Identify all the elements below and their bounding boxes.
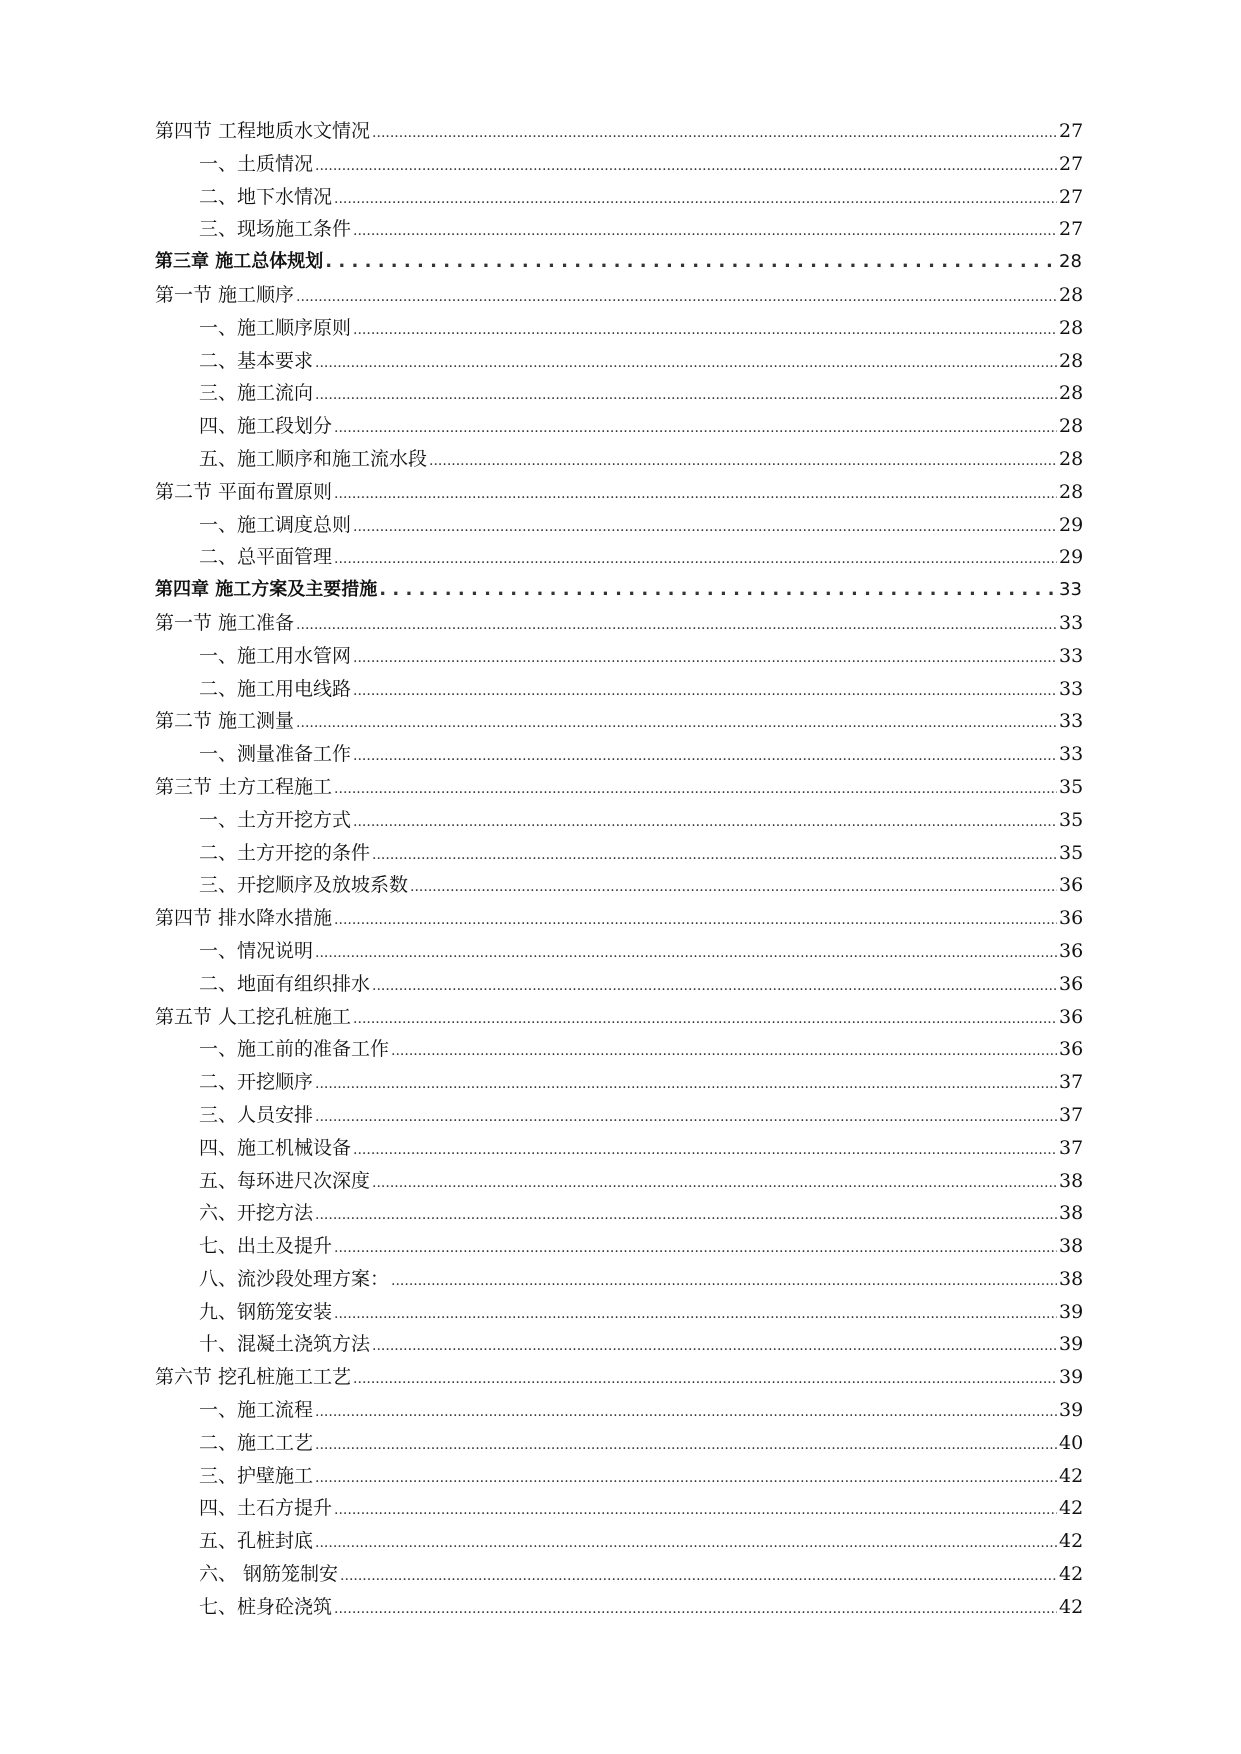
dot-leader — [315, 937, 1057, 970]
toc-entry-page-number: 28 — [1059, 349, 1084, 372]
toc-item-entry[interactable] — [155, 1427, 1085, 1460]
toc-entry-title: 二、施工用电线路 — [199, 677, 352, 700]
toc-section-entry[interactable] — [155, 476, 1085, 509]
toc-entry-title: 第一节 施工准备 — [155, 611, 295, 634]
toc-entry-title: 七、桩身砼浇筑 — [199, 1595, 333, 1618]
toc-item-entry[interactable] — [155, 148, 1085, 181]
dot-leader — [372, 1167, 1057, 1200]
toc-section-entry[interactable] — [155, 607, 1085, 640]
toc-entry-page-number: 38 — [1059, 1235, 1084, 1258]
dot-leader — [315, 379, 1057, 412]
toc-entry-page-number: 39 — [1059, 1366, 1084, 1389]
toc-item-entry[interactable] — [155, 1296, 1085, 1329]
toc-entry-page-number: 33 — [1059, 579, 1082, 601]
toc-entry-title: 一、测量准备工作 — [199, 743, 352, 766]
toc-entry-page-number: 42 — [1059, 1563, 1084, 1586]
toc-item-entry[interactable] — [155, 345, 1085, 378]
dot-leader — [315, 1462, 1057, 1495]
toc-entry-title: 三、现场施工条件 — [199, 218, 352, 241]
dot-leader — [334, 773, 1057, 806]
toc-entry-page-number: 28 — [1059, 251, 1082, 273]
toc-entry-page-number: 42 — [1059, 1497, 1084, 1520]
toc-entry-title: 一、施工调度总则 — [199, 513, 352, 536]
toc-entry-page-number: 38 — [1059, 1267, 1084, 1290]
toc-entry-title: 二、地面有组织排水 — [199, 972, 371, 995]
dot-leader — [353, 1003, 1057, 1036]
toc-entry-page-number: 35 — [1059, 808, 1084, 831]
toc-item-entry[interactable] — [155, 1460, 1085, 1493]
dot-leader — [353, 1134, 1057, 1167]
dot-leader — [296, 281, 1057, 314]
toc-entry-page-number: 35 — [1059, 775, 1084, 798]
dot-leader — [315, 1101, 1057, 1134]
toc-entry-page-number: 38 — [1059, 1202, 1084, 1225]
toc-item-entry[interactable] — [155, 869, 1085, 902]
toc-entry-title: 六、开挖方法 — [199, 1202, 314, 1225]
toc-entry-page-number: 37 — [1059, 1103, 1084, 1126]
toc-entry-page-number: 42 — [1059, 1530, 1084, 1553]
toc-entry-page-number: 29 — [1059, 546, 1084, 569]
toc-entry-page-number: 33 — [1059, 677, 1084, 700]
toc-item-entry[interactable] — [155, 541, 1085, 574]
toc-entry-title: 二、总平面管理 — [199, 546, 333, 569]
dot-leader — [315, 1429, 1057, 1462]
dot-leader — [353, 642, 1057, 675]
dot-leader — [334, 183, 1057, 216]
toc-item-entry[interactable] — [155, 1197, 1085, 1230]
toc-item-entry[interactable] — [155, 1230, 1085, 1263]
toc-entry-page-number: 36 — [1059, 972, 1084, 995]
dot-leader — [334, 478, 1057, 511]
toc-entry-page-number: 28 — [1059, 316, 1084, 339]
dot-leader — [372, 839, 1057, 872]
toc-entry-page-number: 38 — [1059, 1169, 1084, 1192]
toc-entry-title: 六、 钢筋笼制安 — [199, 1563, 339, 1586]
toc-chapter-entry[interactable] — [155, 246, 1085, 279]
dot-leader — [353, 215, 1057, 248]
dot-leader — [334, 904, 1057, 937]
toc-entry-title: 三、开挖顺序及放坡系数 — [199, 874, 409, 897]
toc-entry-page-number: 27 — [1059, 120, 1084, 142]
dot-leader — [315, 347, 1057, 380]
toc-item-entry[interactable] — [155, 837, 1085, 870]
toc-section-entry[interactable] — [155, 115, 1085, 148]
toc-entry-title: 一、施工前的准备工作 — [199, 1038, 390, 1061]
toc-entry-page-number: 42 — [1059, 1464, 1084, 1487]
toc-entry-page-number: 35 — [1059, 841, 1084, 864]
toc-entry-title: 四、施工段划分 — [199, 415, 333, 438]
toc-entry-title: 四、施工机械设备 — [199, 1136, 352, 1159]
toc-entry-page-number: 36 — [1059, 907, 1084, 930]
toc-entry-title: 第三章 施工总体规划 — [155, 251, 324, 273]
toc-item-entry[interactable] — [155, 1066, 1085, 1099]
toc-entry-title: 二、土方开挖的条件 — [199, 841, 371, 864]
toc-item-entry[interactable] — [155, 1328, 1085, 1361]
dot-leader — [315, 150, 1057, 183]
toc-entry-page-number: 28 — [1059, 382, 1084, 405]
toc-entry-title: 一、土质情况 — [199, 152, 314, 175]
toc-entry-title: 一、情况说明 — [199, 939, 314, 962]
toc-entry-page-number: 33 — [1059, 710, 1084, 733]
toc-entry-title: 一、施工流程 — [199, 1399, 314, 1422]
dot-leader — [296, 609, 1057, 642]
toc-entry-page-number: 27 — [1059, 185, 1084, 208]
toc-item-entry[interactable] — [155, 1099, 1085, 1132]
toc-entry-title: 九、钢筋笼安装 — [199, 1300, 333, 1323]
toc-entry-page-number: 36 — [1059, 874, 1084, 897]
toc-entry-title: 二、开挖顺序 — [199, 1071, 314, 1094]
toc-item-entry[interactable] — [155, 1525, 1085, 1558]
toc-entry-title: 二、基本要求 — [199, 349, 314, 372]
dot-leader — [379, 574, 1053, 607]
dot-leader — [334, 1593, 1057, 1626]
dot-leader — [410, 871, 1057, 904]
dot-leader — [315, 1199, 1057, 1232]
toc-entry-page-number: 36 — [1059, 939, 1084, 962]
dot-leader — [372, 970, 1057, 1003]
dot-leader — [334, 1298, 1057, 1331]
dot-leader — [334, 1232, 1057, 1265]
toc-entry-page-number: 37 — [1059, 1136, 1084, 1159]
toc-item-entry[interactable] — [155, 377, 1085, 410]
toc-entry-title: 四、土石方提升 — [199, 1497, 333, 1520]
dot-leader — [353, 1363, 1057, 1396]
toc-item-entry[interactable] — [155, 1558, 1085, 1591]
toc-item-entry[interactable] — [155, 312, 1085, 345]
toc-entry-title: 三、人员安排 — [199, 1103, 314, 1126]
toc-section-entry[interactable] — [155, 705, 1085, 738]
dot-leader — [334, 412, 1057, 445]
toc-entry-page-number: 39 — [1059, 1333, 1084, 1356]
toc-entry-title: 十、混凝土浇筑方法 — [199, 1333, 371, 1356]
toc-entry-page-number: 27 — [1059, 218, 1084, 241]
toc-entry-title: 第四章 施工方案及主要措施 — [155, 579, 378, 601]
toc-entry-title: 第一节 施工顺序 — [155, 283, 295, 306]
toc-entry-title: 七、出土及提升 — [199, 1235, 333, 1258]
toc-entry-page-number: 39 — [1059, 1399, 1084, 1422]
dot-leader — [315, 1068, 1057, 1101]
toc-item-entry[interactable] — [155, 1591, 1085, 1624]
toc-entry-page-number: 28 — [1059, 447, 1084, 470]
toc-entry-page-number: 28 — [1059, 480, 1084, 503]
dot-leader — [315, 1396, 1057, 1429]
toc-chapter-entry[interactable] — [155, 574, 1085, 607]
toc-item-entry[interactable] — [155, 935, 1085, 968]
toc-entry-title: 五、孔桩封底 — [199, 1530, 314, 1553]
toc-section-entry[interactable] — [155, 279, 1085, 312]
toc-entry-title: 第三节 土方工程施工 — [155, 775, 333, 798]
dot-leader — [353, 511, 1057, 544]
toc-item-entry[interactable] — [155, 968, 1085, 1001]
toc-entry-page-number: 33 — [1059, 644, 1084, 667]
dot-leader — [353, 806, 1057, 839]
toc-entry-page-number: 36 — [1059, 1038, 1084, 1061]
toc-entry-title: 第二节 施工测量 — [155, 710, 295, 733]
toc-entry-page-number: 28 — [1059, 415, 1084, 438]
toc-item-entry[interactable] — [155, 1132, 1085, 1165]
toc-item-entry[interactable] — [155, 804, 1085, 837]
dot-leader — [325, 246, 1053, 279]
dot-leader — [353, 675, 1057, 708]
toc-item-entry[interactable] — [155, 1033, 1085, 1066]
dot-leader — [391, 1035, 1057, 1068]
dot-leader — [340, 1560, 1057, 1593]
toc-entry-page-number: 29 — [1059, 513, 1084, 536]
dot-leader — [353, 740, 1057, 773]
dot-leader — [334, 543, 1057, 576]
toc-section-entry[interactable] — [155, 1361, 1085, 1394]
toc-entry-title: 五、施工顺序和施工流水段 — [199, 447, 428, 470]
toc-item-entry[interactable] — [155, 509, 1085, 542]
toc-entry-title: 第五节 人工挖孔桩施工 — [155, 1005, 352, 1028]
toc-item-entry[interactable] — [155, 181, 1085, 214]
toc-entry-title: 第六节 挖孔桩施工工艺 — [155, 1366, 352, 1389]
toc-section-entry[interactable] — [155, 1001, 1085, 1034]
toc-item-entry[interactable] — [155, 640, 1085, 673]
dot-leader — [296, 707, 1057, 740]
toc-entry-page-number: 33 — [1059, 743, 1084, 766]
toc-entry-title: 一、土方开挖方式 — [199, 808, 352, 831]
toc-section-entry[interactable] — [155, 771, 1085, 804]
toc-item-entry[interactable] — [155, 673, 1085, 706]
toc-entry-title: 一、施工顺序原则 — [199, 316, 352, 339]
toc-entry-title: 八、流沙段处理方案： — [199, 1267, 390, 1290]
toc-item-entry[interactable] — [155, 1492, 1085, 1525]
toc-entry-page-number: 36 — [1059, 1005, 1084, 1028]
toc-item-entry[interactable] — [155, 410, 1085, 443]
table-of-contents — [155, 115, 1085, 1624]
toc-item-entry[interactable] — [155, 738, 1085, 771]
toc-entry-title: 第二节 平面布置原则 — [155, 480, 333, 503]
toc-item-entry[interactable] — [155, 443, 1085, 476]
toc-item-entry[interactable] — [155, 1394, 1085, 1427]
toc-item-entry[interactable] — [155, 213, 1085, 246]
toc-section-entry[interactable] — [155, 902, 1085, 935]
toc-entry-page-number: 33 — [1059, 611, 1084, 634]
dot-leader — [429, 445, 1057, 478]
toc-entry-page-number: 37 — [1059, 1071, 1084, 1094]
toc-item-entry[interactable] — [155, 1165, 1085, 1198]
toc-entry-title: 二、施工工艺 — [199, 1431, 314, 1454]
toc-entry-page-number: 40 — [1059, 1431, 1084, 1454]
toc-entry-title: 三、护壁施工 — [199, 1464, 314, 1487]
toc-entry-page-number: 27 — [1059, 152, 1084, 175]
dot-leader — [372, 1330, 1057, 1363]
toc-entry-title: 二、地下水情况 — [199, 185, 333, 208]
toc-entry-title: 五、每环进尺次深度 — [199, 1169, 371, 1192]
dot-leader — [353, 314, 1057, 347]
dot-leader — [315, 1527, 1057, 1560]
toc-entry-page-number: 39 — [1059, 1300, 1084, 1323]
dot-leader — [372, 117, 1057, 150]
toc-entry-title: 第四节 工程地质水文情况 — [155, 120, 371, 142]
toc-entry-title: 一、施工用水管网 — [199, 644, 352, 667]
toc-item-entry[interactable] — [155, 1263, 1085, 1296]
toc-entry-title: 第四节 排水降水措施 — [155, 907, 333, 930]
toc-entry-page-number: 42 — [1059, 1595, 1084, 1618]
toc-entry-page-number: 28 — [1059, 283, 1084, 306]
dot-leader — [391, 1265, 1057, 1298]
dot-leader — [334, 1494, 1057, 1527]
toc-entry-title: 三、施工流向 — [199, 382, 314, 405]
